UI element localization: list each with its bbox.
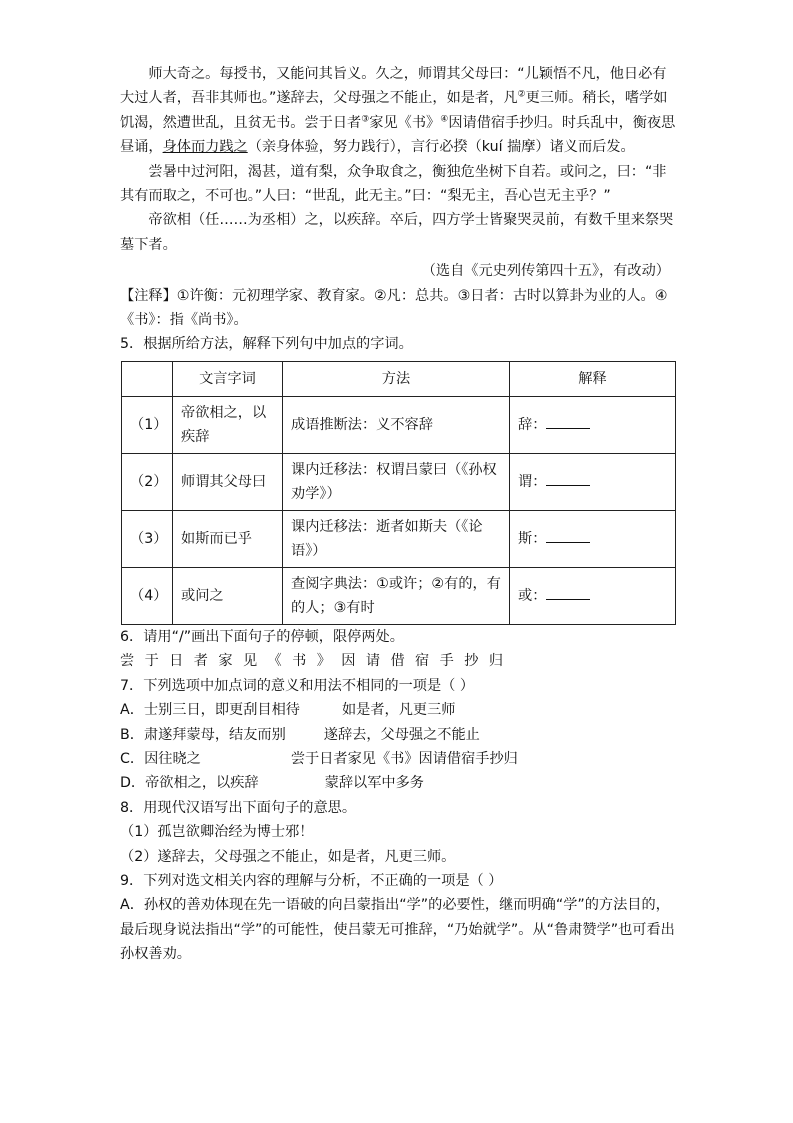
passage-text: 更三师。稍长，嗜学如饥渴，然遭世乱，且贫无书。尝于日者 bbox=[120, 90, 668, 131]
row-method: 课内迁移法：逝者如斯夫（《论语》） bbox=[283, 510, 510, 567]
table-row bbox=[122, 396, 676, 453]
option-left: C．因往晓之 bbox=[120, 750, 201, 767]
row-answer bbox=[510, 567, 676, 624]
table-header bbox=[122, 361, 173, 396]
table-header: 解释 bbox=[510, 361, 676, 396]
row-number: （2） bbox=[122, 453, 173, 510]
option-left: A．士别三日，即更刮目相待 bbox=[120, 702, 300, 719]
answer-label: 辞： bbox=[518, 416, 547, 433]
question-6-sentence[interactable]: 尝于日者家见《书》因请借宿手抄归 bbox=[120, 653, 514, 670]
passage-paragraph-1 bbox=[120, 62, 676, 160]
question-7-option-a[interactable] bbox=[120, 698, 676, 722]
table-row bbox=[122, 453, 676, 510]
answer-blank[interactable] bbox=[546, 414, 590, 429]
table-row bbox=[122, 510, 676, 567]
row-number: （3） bbox=[122, 510, 173, 567]
table-header-row bbox=[122, 361, 676, 396]
question-8-stem: 8．用现代汉语写出下面句子的意思。 bbox=[120, 799, 357, 816]
question-7-stem: 7．下列选项中加点词的意义和用法不相同的一项是（ ） bbox=[120, 677, 475, 694]
answer-label: 斯： bbox=[518, 530, 547, 547]
question-5-stem: 5．根据所给方法，解释下列句中加点的字词。 bbox=[120, 336, 413, 353]
option-right: 尝于日者家见《书》因请借宿手抄归 bbox=[290, 750, 518, 767]
option-right: 如是者，凡更三师 bbox=[341, 702, 456, 719]
passage-text: 因请借宿手抄归。时兵乱中，衡夜思昼诵， bbox=[120, 114, 676, 156]
question-8-item-1: （1）孤岂欲卿治经为博士邪！ bbox=[120, 824, 314, 841]
note-mark: ③ bbox=[361, 114, 370, 125]
answer-blank[interactable] bbox=[546, 528, 590, 543]
option-right: 蒙辞以军中多务 bbox=[324, 775, 424, 792]
row-method: 成语推断法：义不容辞 bbox=[283, 396, 510, 453]
row-answer bbox=[510, 510, 676, 567]
underlined-phrase: 身体而力践之 bbox=[162, 139, 248, 156]
question-5-table bbox=[121, 361, 676, 625]
option-right: 遂辞去，父母强之不能止 bbox=[323, 726, 480, 743]
question-6-stem: 6．请用“/”画出下面句子的停顿，限停两处。 bbox=[120, 628, 404, 645]
row-word: 如斯而已乎 bbox=[173, 510, 283, 567]
note-mark: ④ bbox=[440, 114, 449, 125]
row-method: 课内迁移法：权谓吕蒙曰（《孙权劝学》） bbox=[283, 453, 510, 510]
row-word: 师谓其父母曰 bbox=[173, 453, 283, 510]
table-header: 方法 bbox=[283, 361, 510, 396]
answer-label: 谓： bbox=[518, 473, 547, 490]
question-7-option-b[interactable] bbox=[120, 723, 676, 747]
answer-blank[interactable] bbox=[546, 585, 590, 600]
table-header: 文言字词 bbox=[173, 361, 283, 396]
row-number: （4） bbox=[122, 567, 173, 624]
passage-text: （亲身体验，努力践行），言行必揆（kuí 揣摩）诸义而后发。 bbox=[247, 139, 635, 156]
question-9-stem: 9．下列对选文相关内容的理解与分析，不正确的一项是（ ） bbox=[120, 872, 503, 889]
note-mark: ② bbox=[517, 89, 526, 100]
annotation-note: 【注释】①许衡：元初理学家、教育家。②凡：总共。③日者：古时以算卦为业的人。④《书》：指《尚书》。 bbox=[120, 287, 668, 329]
table-row bbox=[122, 567, 676, 624]
row-answer bbox=[510, 453, 676, 510]
question-9-option-a[interactable]: A．孙权的善劝体现在先一语破的向吕蒙指出“学”的必要性，继而明确“学”的方法目的，最后现身说法指出“学”的可能性，使吕蒙无可推辞，“乃始就学”。从“鲁肃赞学”也可看出孙权善劝。 bbox=[120, 897, 675, 963]
question-7-option-d[interactable] bbox=[120, 771, 676, 795]
passage-paragraph-3: 帝欲相（任……为丞相）之，以疾辞。卒后，四方学士皆聚哭灵前，有数千里来祭哭墓下者。 bbox=[120, 212, 674, 253]
row-answer bbox=[510, 396, 676, 453]
answer-label: 或： bbox=[518, 587, 547, 604]
option-left: B．肃遂拜蒙母，结友而别 bbox=[120, 726, 286, 743]
row-word: 或问之 bbox=[173, 567, 283, 624]
passage-text: 师大奇之。每授书，又能问其旨义。久之，师谓其父母曰：“儿颖悟不凡，他日必有大过人者，吾非其师也。”遂辞去，父母强之不能止，如是者，凡 bbox=[120, 66, 667, 107]
row-word: 帝欲相之，以疾辞 bbox=[173, 396, 283, 453]
answer-blank[interactable] bbox=[546, 471, 590, 486]
passage-paragraph-2: 尝暑中过河阳，渴甚，道有梨，众争取食之，衡独危坐树下自若。或问之，曰：“非其有而取之，不可也。”人曰：“世乱，此无主。”曰：“梨无主，吾心岂无主乎？” bbox=[120, 163, 667, 205]
row-number: （1） bbox=[122, 396, 173, 453]
document-page bbox=[120, 62, 676, 967]
row-method: 查阅字典法：①或许；②有的，有的人；③有时 bbox=[283, 567, 510, 624]
passage-source: （选自《元史列传第四十五》，有改动） bbox=[421, 263, 670, 280]
passage-text: 家见《书》 bbox=[369, 114, 441, 131]
question-8-item-2: （2）遂辞去，父母强之不能止，如是者，凡更三师。 bbox=[120, 848, 456, 865]
option-left: D．帝欲相之，以疾辞 bbox=[120, 775, 259, 792]
question-7-option-c[interactable] bbox=[120, 747, 676, 771]
